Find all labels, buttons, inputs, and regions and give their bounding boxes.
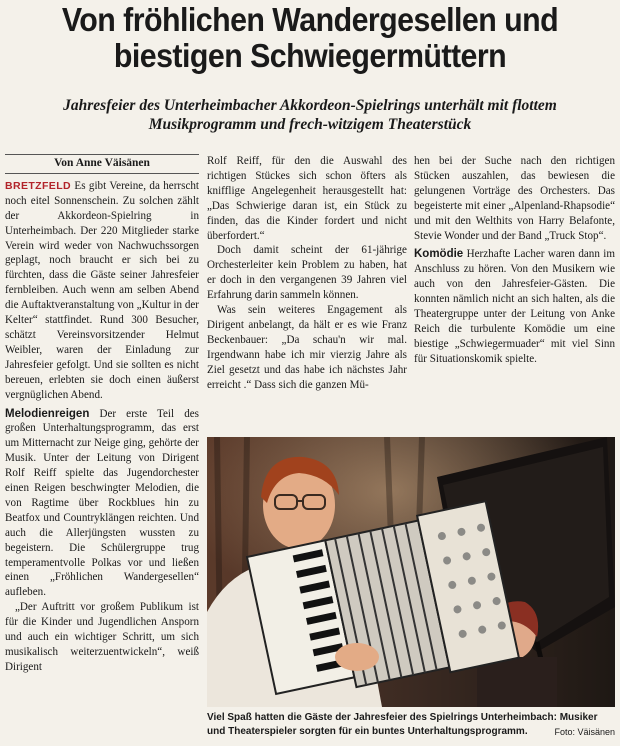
paragraph	[414, 247, 615, 366]
article-column-2	[207, 154, 407, 393]
subheadline	[0, 96, 620, 134]
paragraph-text: Herzhafte Lacher waren dann im Anschluss zu hören. Von den Musikern wie auch von den Jahresfeier-Gästen. Die konnten nämlich nicht an sich halten, als die Theatergruppe unter der Leitung von Anke Reich die turbulente Komödie um eine biestige „Schwiegermuader“ mit viel Sinn für Situationskomik spielte.	[414, 248, 615, 365]
subheadline-line-1: Jahresfeier des Unterheimbacher Akkordeon-Spielrings unterhält mit flottem	[63, 97, 557, 114]
paragraph: „Der Auftritt vor großem Publikum ist für die Kinder und Jugendlichen Ansporn und auch ein wichtiger Schritt, um sich musikalisch weiterzuentwickeln“, weiß Dirigent	[5, 601, 199, 673]
article-column-3	[414, 154, 615, 367]
byline: Von Anne Väisänen	[5, 154, 199, 174]
paragraph: Was sein weiteres Engagement als Dirigent anbelangt, da hält er es wie Franz Beckenbauer: „Da schau'n wir mal. Irgendwann habe ich mir vierzig Jahre als Ziel gesetzt und das habe ich nächstes Jahr erreicht .“ Dass sich die ganzen Mü-	[207, 304, 407, 391]
paragraph-text: Es gibt Vereine, da herrscht noch eitel Sonnenschein. Zu solchen zählt der Akkordeon-Spielring in Unterheimbach. Der 220 Mitglieder starke Verein wird weder von Nachwuchssorgen geplagt, noch braucht er sich bei zu fürchten, dass die Gäste seiner Jahresfeier fernbleiben. Auch wenn am selben Abend die Auftaktveranstaltung von „Kultur in der Kelter“ stattfindet. Rund 300 Besucher, schätzt Vereinsvorsitzender Helmut Weibler, waren der Einladung zur Jahresfeier gefolgt. Und sie sollten es nicht bereuen, erlebten sie doch einen äußerst vergnüglichen Abend.	[5, 179, 199, 401]
section-heading-melodienreigen: Melodienreigen	[5, 407, 90, 420]
paragraph	[5, 179, 199, 403]
paragraph: hen bei der Suche nach den richtigen Stücken auszahlen, das bewiesen die gelungenen Vorträge des Orchesters. Das begeisterte mit einer „Alpenland-Rhapsodie“ und mit den Welthits von Harry Belafonte, Stevie Wonder und der Band „Truck Stop“.	[414, 155, 615, 242]
section-heading-komoedie: Komödie	[414, 248, 464, 261]
caption-text: Viel Spaß hatten die Gäste der Jahresfeier des Spielrings Unterheimbach: Musiker und Theaterspieler sorgten für ein buntes Unterhaltungsprogramm.	[207, 712, 598, 737]
photo-illustration	[207, 437, 615, 707]
headline-line-1: Von fröhlichen Wandergesellen und	[61, 1, 559, 38]
subheadline-line-2: Musikprogramm und frech-witzigem Theaterstück	[148, 116, 472, 133]
dateline: BRETZFELD	[5, 179, 72, 192]
paragraph: Rolf Reiff, für den die Auswahl des richtigen Stückes sich schon öfters als knifflige Angelegenheit herausgestellt hat: „Das Schwierige daran ist, ein Stück zu finden, das die Kinder fordert und nicht überfordert.“	[207, 155, 407, 242]
paragraph: Doch damit scheint der 61-jährige Orchesterleiter kein Problem zu haben, hat er doch in den vergangenen 39 Jahren viel Erfahrung darin sammeln können.	[207, 244, 407, 302]
accordion-player-photo	[207, 437, 615, 707]
headline-line-2: biestigen Schwiegermüttern	[113, 37, 507, 74]
article-column-1	[5, 154, 199, 675]
photo-credit: Foto: Väisänen	[554, 726, 615, 737]
paragraph-text: Der erste Teil des großen Unterhaltungsprogramm, das erst um Mitternacht zur Neige ging, gehörte der Musik. Unter der Leitung von Dirigent Rolf Reiff spielte das Jugendorchester einen Reigen beschwingter Melodien, die von Ragtime über Rockblues hin zu Beatfox und Countryklängen reichten. Und auch die Allerjüngsten wussten zu begeistern. Die Schülergruppe trug temperamentvolle Polkas vor und ließen einen „Fröhlichen Wandergesellen“ aufleben.	[5, 407, 199, 599]
paragraph	[5, 407, 199, 601]
photo-caption	[207, 711, 615, 739]
headline	[25, 2, 595, 74]
